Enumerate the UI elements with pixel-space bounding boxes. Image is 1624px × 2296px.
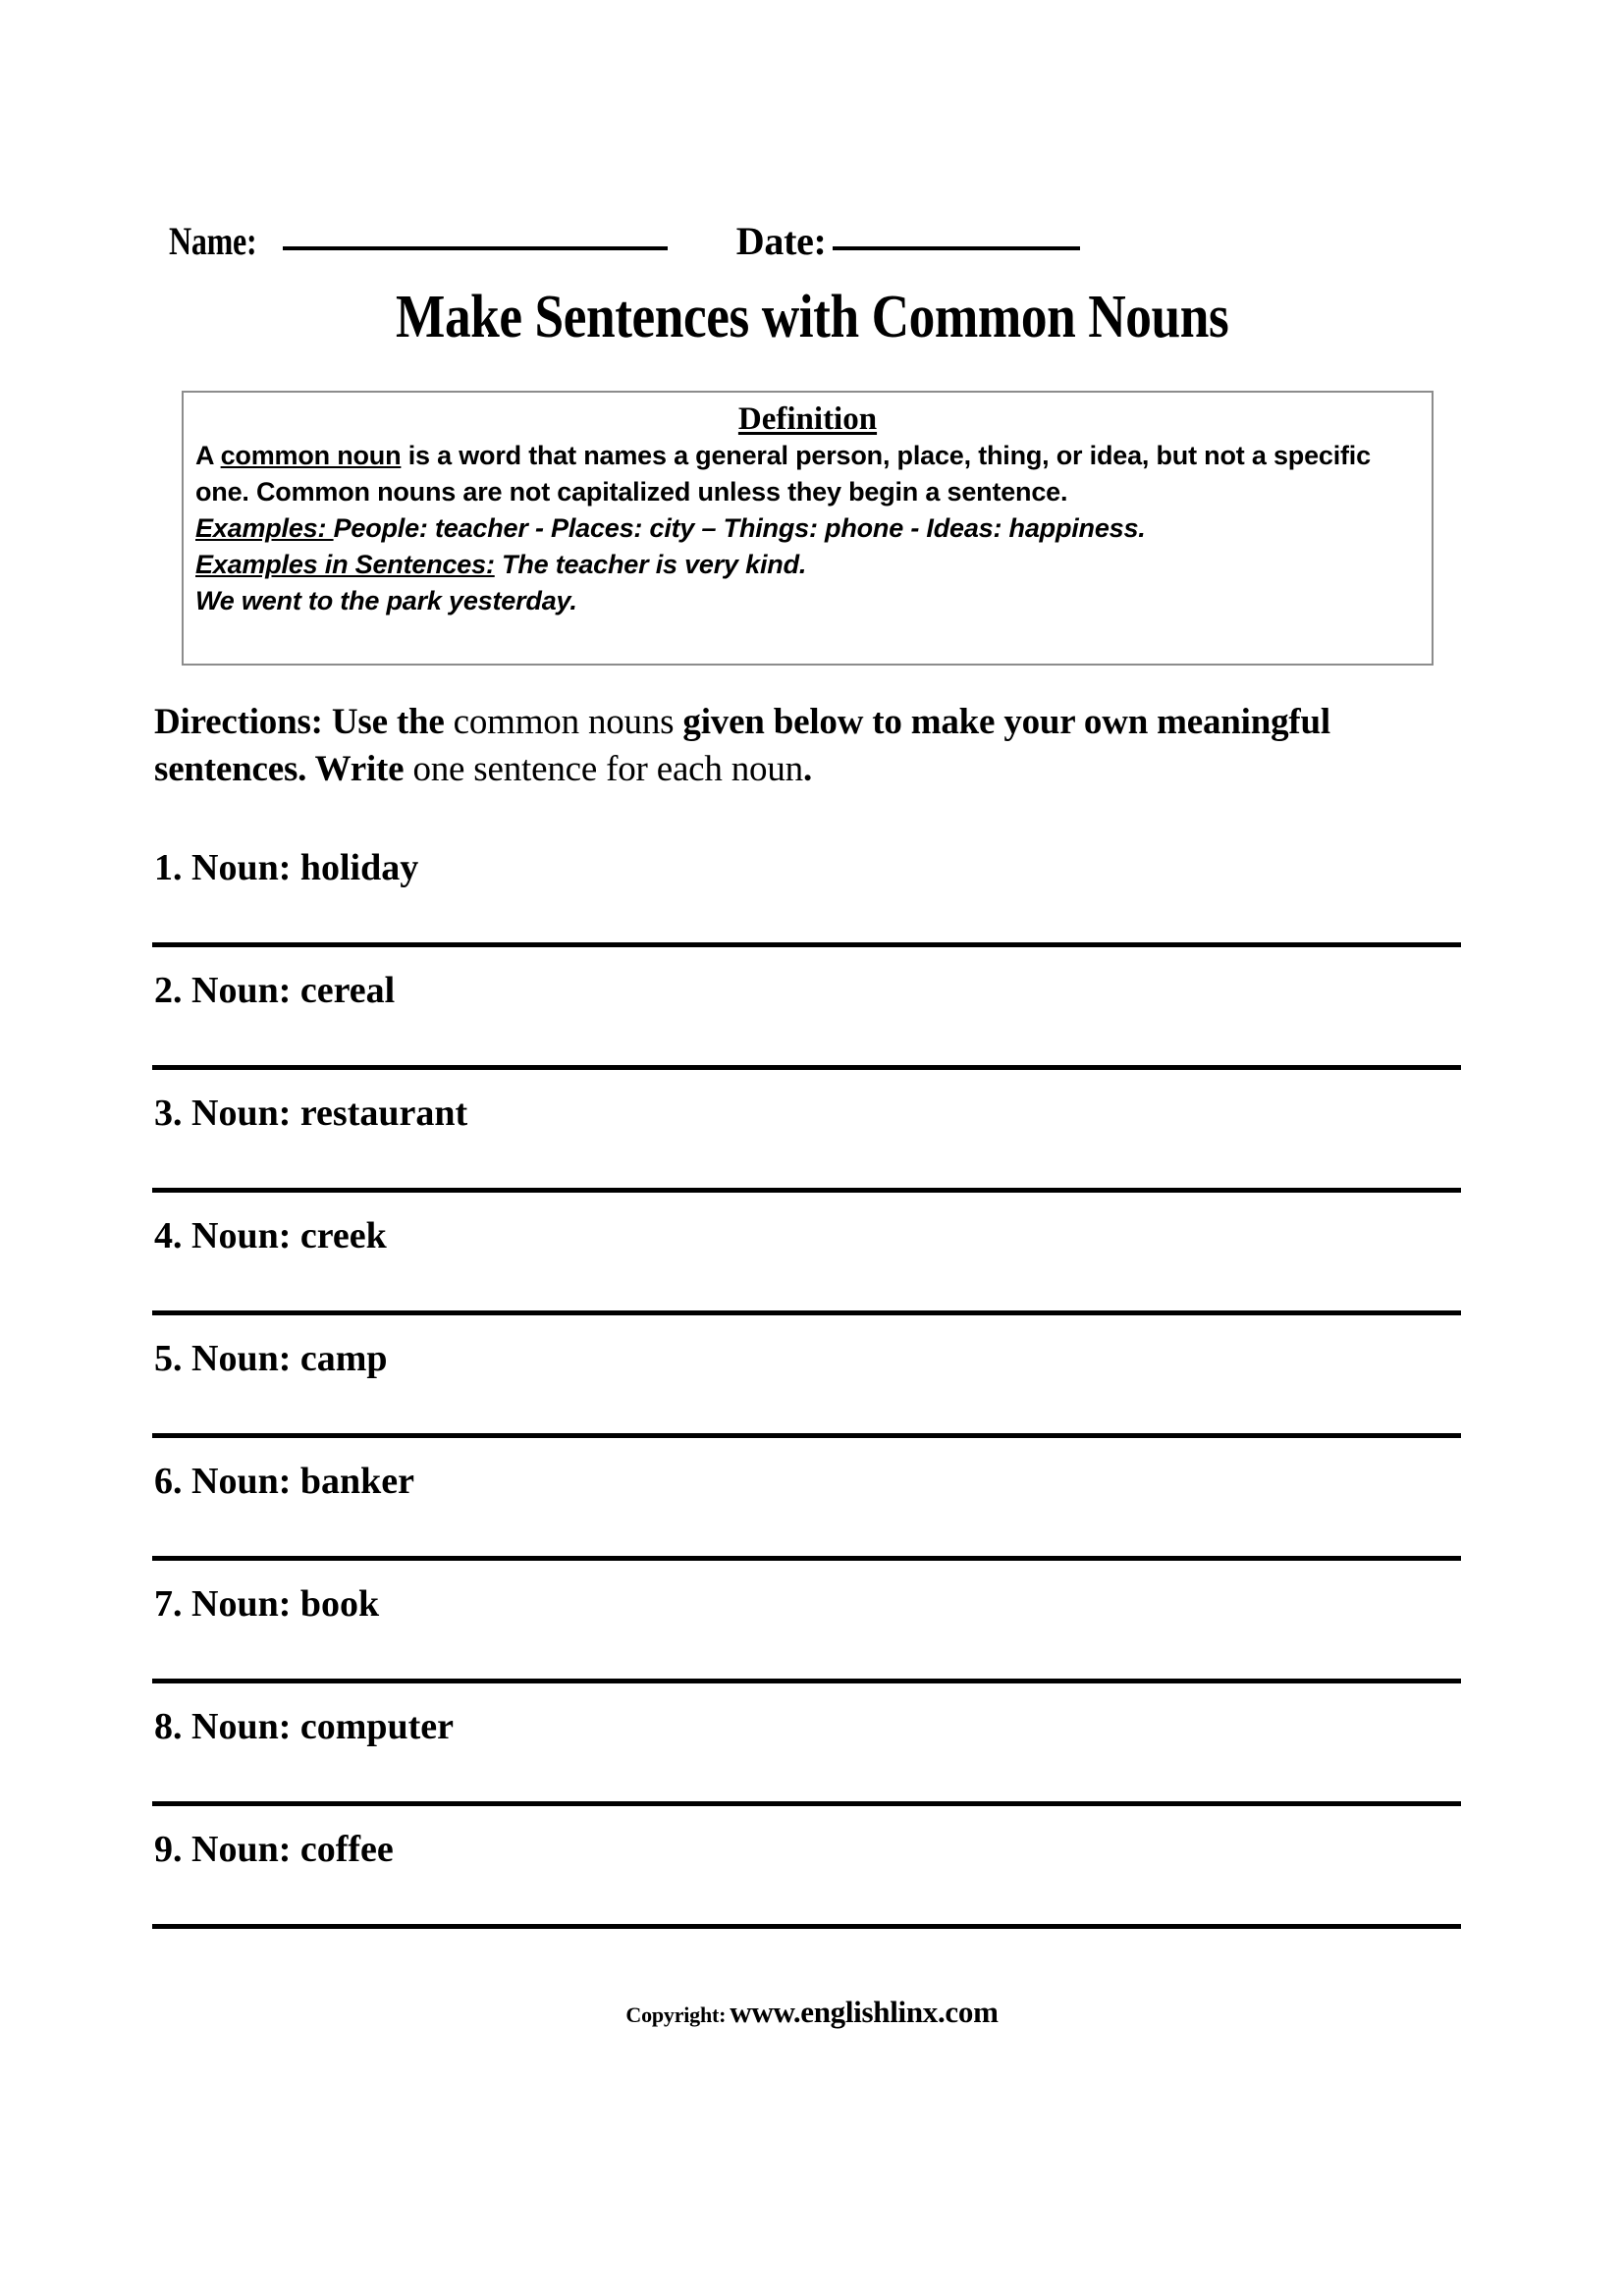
definition-examples-sentences-line	[195, 547, 1422, 583]
definition-sentence	[195, 438, 1422, 510]
list-item	[152, 1828, 1463, 1950]
directions-part-4: one sentence for each noun	[412, 749, 803, 789]
noun-item-label: 5. Noun: camp	[154, 1338, 388, 1379]
answer-line[interactable]	[152, 1188, 1461, 1193]
noun-item-label: 4. Noun: creek	[154, 1215, 387, 1256]
list-item	[152, 1092, 1463, 1214]
noun-item-label: 3. Noun: restaurant	[154, 1093, 468, 1134]
examples-text: People: teacher - Places: city – Things: phone - Ideas: happiness.	[333, 513, 1146, 543]
footer	[0, 1995, 1624, 2030]
noun-item-label: 8. Noun: computer	[154, 1706, 455, 1747]
answer-line[interactable]	[152, 1310, 1461, 1315]
list-item	[152, 1582, 1463, 1705]
directions-paragraph	[154, 699, 1470, 793]
definition-box	[182, 391, 1434, 666]
name-date-row	[169, 218, 1435, 269]
answer-line[interactable]	[152, 942, 1461, 947]
copyright-url: www.englishlinx.com	[730, 1995, 999, 2029]
noun-items-list	[152, 846, 1463, 1950]
examples-in-sentences-label: Examples in Sentences:	[195, 550, 495, 579]
date-input-line[interactable]	[833, 246, 1080, 250]
directions-part-1: Directions: Use the	[154, 702, 454, 742]
page-title-text: Make Sentences with Common Nouns	[395, 284, 1229, 350]
answer-line[interactable]	[152, 1433, 1461, 1438]
name-input-line[interactable]	[283, 246, 668, 250]
noun-item-label: 9. Noun: coffee	[154, 1829, 394, 1870]
name-label: Name:	[169, 219, 257, 263]
answer-line[interactable]	[152, 1801, 1461, 1806]
list-item	[152, 846, 1463, 969]
examples-label: Examples:	[195, 513, 334, 543]
answer-line[interactable]	[152, 1924, 1461, 1929]
directions-part-2: common nouns	[453, 702, 683, 742]
noun-item-label: 7. Noun: book	[154, 1583, 380, 1625]
answer-line[interactable]	[152, 1065, 1461, 1070]
examples-in-sentences-text: The teacher is very kind.	[494, 550, 807, 579]
list-item	[152, 969, 1463, 1092]
definition-text-a: A	[195, 441, 221, 470]
name-field-group	[169, 218, 668, 264]
directions-part-5: .	[802, 749, 813, 789]
definition-term-underlined: common noun	[220, 441, 402, 470]
definition-body	[184, 438, 1432, 619]
list-item	[152, 1214, 1463, 1337]
noun-item-label: 1. Noun: holiday	[154, 847, 419, 888]
list-item	[152, 1337, 1463, 1460]
definition-examples-sentences-line-2: We went to the park yesterday.	[195, 586, 577, 615]
list-item	[152, 1460, 1463, 1582]
answer-line[interactable]	[152, 1556, 1461, 1561]
list-item	[152, 1705, 1463, 1828]
noun-item-label: 2. Noun: cereal	[154, 970, 396, 1011]
answer-line[interactable]	[152, 1679, 1461, 1683]
date-label: Date:	[735, 219, 827, 263]
copyright-label: Copyright:	[625, 2002, 727, 2027]
directions-part-3: given below to make your own meaningful sentences. Write	[154, 702, 1331, 789]
definition-heading: Definition	[737, 401, 878, 437]
page-title	[0, 283, 1624, 351]
definition-text-b: is a word that names a general person, place, thing, or idea, but not a specific one. Common nouns are not capitalized unless they begin a sentence.	[195, 441, 1371, 507]
noun-item-label: 6. Noun: banker	[154, 1461, 414, 1502]
definition-examples-line	[195, 510, 1422, 547]
date-field-group	[736, 218, 1080, 264]
